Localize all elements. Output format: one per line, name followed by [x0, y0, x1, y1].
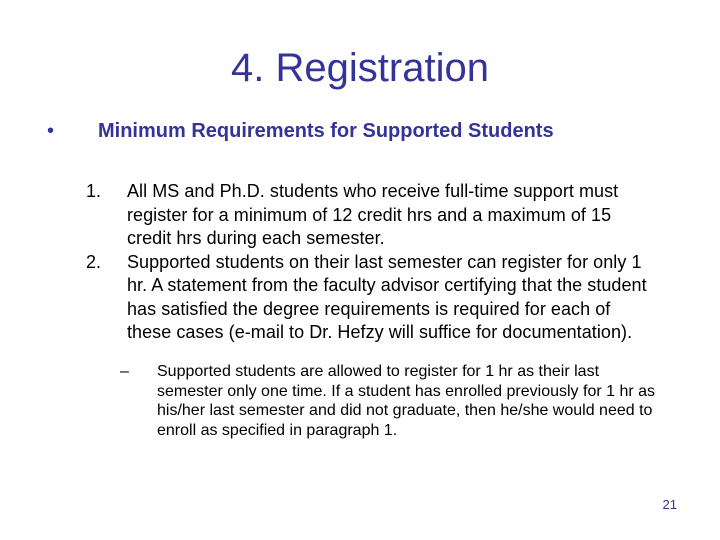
dash-icon: – [120, 363, 129, 380]
numbered-item-text: Supported students on their last semester can register for only 1 hr. A statement from the faculty advisor certifying that the student has satisfied the degree requirements is required for each of these cases (e-mail to Dr. Hefzy will suffice for documentation). [127, 251, 647, 342]
numbered-item-marker: 1. [86, 181, 102, 201]
page-number: 21 [662, 497, 677, 512]
bullet-item [0, 116, 720, 146]
bullet-heading: Minimum Requirements for Supported Students [98, 120, 554, 142]
numbered-item-text: All MS and Ph.D. students who receive full-time support must register for a minimum of 12 credit hrs and a maximum of 15 credit hrs during each semester. [127, 181, 619, 248]
slide-title: 4. Registration [231, 46, 489, 90]
bullet-icon: • [47, 120, 55, 142]
numbered-item-1 [0, 180, 720, 251]
numbered-list [0, 180, 720, 345]
sub-bullet-text: Supported students are allowed to register for 1 hr as their last semester only one time. If a student has enrolled previously for 1 hr as his/her last semester and did not graduate, then he/she would need to enroll as specified in paragraph 1. [157, 363, 656, 439]
numbered-item-2 [0, 251, 720, 345]
sub-bullet-item [0, 362, 720, 440]
numbered-item-marker: 2. [86, 251, 102, 272]
